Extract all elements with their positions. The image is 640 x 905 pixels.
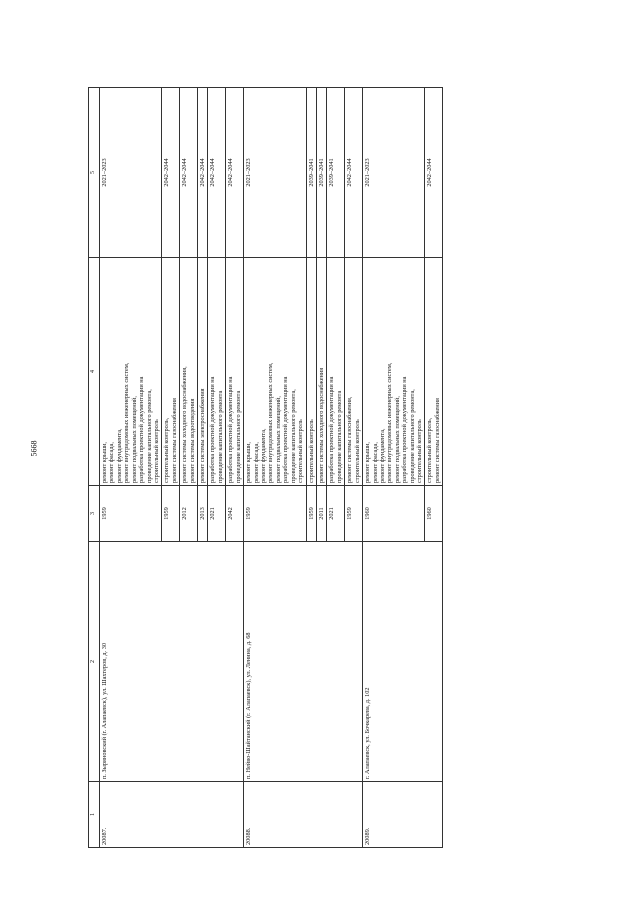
period-cell: 2042–2044 xyxy=(226,88,244,258)
work-item: ремонт фундамента, xyxy=(115,428,123,483)
year-cell: 2021 xyxy=(208,486,226,542)
work-item: ремонт крыши, xyxy=(101,441,108,483)
year-cell: 1959 xyxy=(100,486,162,542)
table-body xyxy=(100,88,443,848)
period-cell: 2021–2023 xyxy=(244,88,306,258)
work-item: проведение капитального ремонта, xyxy=(408,389,416,483)
works-cell xyxy=(208,258,226,486)
period-cell: 2039–2041 xyxy=(306,88,316,258)
work-item: проведение капитального ремонта, xyxy=(289,389,297,483)
column-header: 1 xyxy=(89,782,100,848)
works-cell xyxy=(226,258,244,486)
work-item: строительный контроль xyxy=(152,419,160,483)
work-item: проведение капитального ремонта xyxy=(335,390,343,483)
period-cell: 2042–2044 xyxy=(425,88,443,258)
work-item: ремонт системы водоотведения xyxy=(188,398,196,483)
works-cell xyxy=(100,258,162,486)
work-item: проведение капитального ремонта, xyxy=(145,389,153,483)
period-cell: 2021–2023 xyxy=(100,88,162,258)
works-cell xyxy=(244,258,306,486)
works-cell xyxy=(425,258,443,486)
year-cell: 1959 xyxy=(162,486,180,542)
record-number-cell: 20087. xyxy=(100,782,244,848)
work-item: ремонт внутридомовых инженерных систем, xyxy=(267,362,275,483)
year-cell: 2042 xyxy=(226,486,244,542)
works-cell xyxy=(327,258,345,486)
year-cell: 2013 xyxy=(198,486,208,542)
works-cell xyxy=(198,258,208,486)
work-item: ремонт крыши, xyxy=(364,441,372,483)
year-cell: 2011 xyxy=(316,486,326,542)
work-item: строительный контроль xyxy=(353,419,361,483)
rotated-table-wrapper xyxy=(88,88,600,848)
work-item: проведение капитального ремонта xyxy=(234,390,242,483)
period-cell: 2042–2044 xyxy=(208,88,226,258)
work-item: ремонт подвальных помещений, xyxy=(393,396,401,483)
work-item: проведение капитального ремонта xyxy=(216,390,224,483)
period-cell: 2039–2041 xyxy=(316,88,326,258)
record-number-cell: 20088. xyxy=(244,782,363,848)
year-cell: 1959 xyxy=(244,486,306,542)
works-cell xyxy=(162,258,180,486)
work-item: ремонт подвальных помещений, xyxy=(274,396,282,483)
year-cell: 1959 xyxy=(306,486,316,542)
work-item: строительный контроль, xyxy=(163,417,171,483)
work-item: строительный контроль xyxy=(297,419,305,483)
work-item: ремонт крыши, xyxy=(245,441,253,483)
work-item: ремонт системы холодного водоснабжения, xyxy=(181,366,189,483)
work-item: разработка проектной документации на xyxy=(401,376,409,483)
table-row xyxy=(100,88,162,848)
year-cell: 1959 xyxy=(345,486,363,542)
work-item: разработка проектной документации на xyxy=(328,376,336,483)
work-item: ремонт фасада, xyxy=(108,442,116,483)
year-cell: 1960 xyxy=(425,486,443,542)
works-cell xyxy=(316,258,326,486)
period-cell: 2021–2023 xyxy=(363,88,425,258)
works-cell xyxy=(180,258,198,486)
works-cell xyxy=(363,258,425,486)
year-cell: 2012 xyxy=(180,486,198,542)
period-cell: 2042–2044 xyxy=(345,88,363,258)
work-item: ремонт системы газоснабжения, xyxy=(346,396,354,483)
column-header: 5 xyxy=(89,88,100,258)
address-cell: п. Нейво-Шайтанский (г. Алапаевск), ул. Ленина, д. 68 xyxy=(244,542,363,782)
repair-schedule-table xyxy=(88,87,443,848)
period-cell: 2042–2044 xyxy=(162,88,180,258)
work-item: ремонт подвальных помещений, xyxy=(130,396,138,483)
works-cell xyxy=(345,258,363,486)
period-cell: 2042–2044 xyxy=(180,88,198,258)
work-item: строительный контроль xyxy=(416,419,424,483)
work-item: ремонт внутридомовых инженерных систем, xyxy=(386,362,394,483)
work-item: разработка проектной документации на xyxy=(138,376,146,483)
work-item: ремонт фундамента, xyxy=(378,428,386,483)
column-header: 2 xyxy=(89,542,100,782)
work-item: ремонт фасада, xyxy=(371,442,379,483)
work-item: строительный контроль, xyxy=(426,417,434,483)
table-row xyxy=(363,88,425,848)
page-number: 5668 xyxy=(29,440,39,457)
works-cell xyxy=(306,258,316,486)
column-header: 3 xyxy=(89,486,100,542)
work-item: ремонт системы газоснабжения xyxy=(433,398,441,483)
work-item: ремонт системы газоснабжения xyxy=(170,398,178,483)
column-number-row xyxy=(89,88,100,848)
work-item: разработка проектной документации на xyxy=(227,376,235,483)
column-header: 4 xyxy=(89,258,100,486)
work-item: ремонт внутридомовых инженерных систем, xyxy=(123,362,131,483)
period-cell: 2042–2044 xyxy=(198,88,208,258)
year-cell: 1960 xyxy=(363,486,425,542)
work-item: разработка проектной документации на xyxy=(282,376,290,483)
work-item: ремонт системы электроснабжения xyxy=(199,388,207,483)
record-number-cell: 20089. xyxy=(363,782,443,848)
work-item: строительный контроль xyxy=(307,419,315,483)
work-item: ремонт фасада, xyxy=(252,442,260,483)
work-item: ремонт фундамента, xyxy=(260,428,268,483)
table-row xyxy=(244,88,306,848)
address-cell: п. Зыряновский (г. Алапаевск), ул. Шахтеров, д. 30 xyxy=(100,542,244,782)
year-cell: 2021 xyxy=(327,486,345,542)
work-item: ремонт системы холодного водоснабжения xyxy=(317,367,325,483)
period-cell: 2039–2041 xyxy=(327,88,345,258)
work-item: разработка проектной документации на xyxy=(209,376,217,483)
address-cell: г. Алапаевск, ул. Бочкарева, д. 102 xyxy=(363,542,443,782)
